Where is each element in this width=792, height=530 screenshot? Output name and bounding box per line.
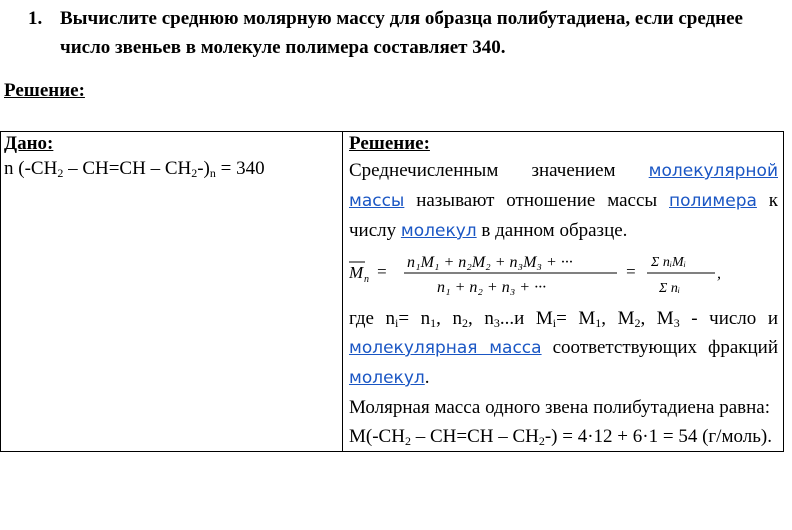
link-polymer[interactable]: полимера: [669, 191, 757, 211]
given-heading: Дано:: [4, 133, 54, 154]
task-statement: [28, 4, 778, 62]
formula-eq-2: =: [625, 262, 637, 281]
link-molecular-mass[interactable]: молекулярной массы: [349, 161, 778, 211]
formula-eq-1: =: [376, 262, 388, 281]
unit-mass-paragraph: Молярная масса одного звена полибутадиена равна:: [349, 397, 770, 418]
link-molecules-2[interactable]: молекул: [349, 368, 425, 388]
formula-comma: ,: [717, 265, 721, 282]
link-molecular-mass-2[interactable]: молекулярная масса: [349, 338, 542, 358]
given-cell: [1, 132, 343, 452]
task-number: 1.: [28, 8, 43, 29]
formula-denominator: n₁ + n₂ + n₃ + ···: [437, 279, 547, 296]
solution-table: [0, 131, 784, 452]
unit-mass-calculation: $M(-CH_2 - CH=CH - CH_2-) = 4\cdot 12 + 6\cdot 1 = 54$ (г/моль).: [349, 426, 772, 448]
given-text: n $(-CH_2 - CH=CH - CH_2-)_n = 340$: [4, 158, 265, 180]
solution-cell: [343, 132, 784, 452]
mean-mass-formula: [349, 248, 778, 300]
formula-lhs-sub: n: [364, 274, 369, 285]
solution-heading: Решение:: [4, 80, 85, 101]
task-text: Вычислите среднюю молярную массу для образца полибутадиена, если среднее число звеньев в молекуле полимера составляет 340.: [60, 8, 743, 58]
formula-lhs: M: [349, 263, 364, 282]
definition-paragraph: Среднечисленным значением молекулярной массы называют отношение массы полимера к числу молекул в данном образце.: [349, 160, 778, 241]
solution-cell-heading: Решение:: [349, 133, 430, 154]
formula-rhs-denominator: Σ nᵢ: [659, 281, 681, 296]
link-molecules[interactable]: молекул: [400, 221, 477, 241]
formula-numerator: n₁M₁ + n₂M₂ + n₃M₃ + ···: [407, 254, 573, 271]
formula-rhs-numerator: Σ nᵢMᵢ: [651, 255, 686, 270]
notation-paragraph: где $n_i= n_1$, $n_2$, $n_3...и$ $M_i= M_1$, $M_2$, $M_3$ - число и молекулярная масса соответствующих фракций молекул.: [349, 308, 779, 388]
